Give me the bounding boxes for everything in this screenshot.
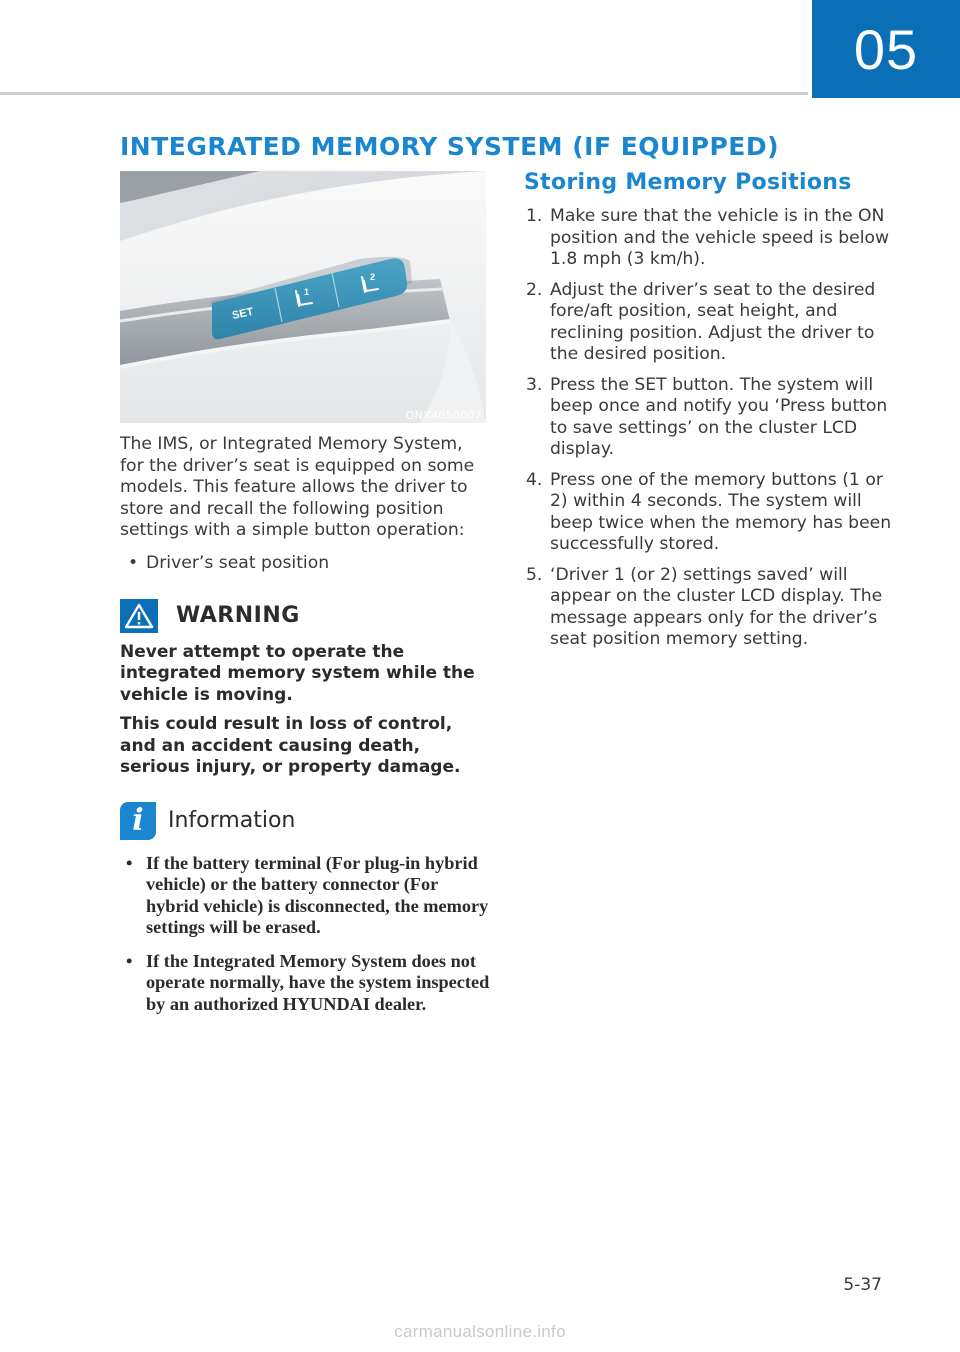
bullet: • [126,950,133,971]
list-item [120,853,490,939]
list-item [524,470,896,556]
step-text: Make sure that the vehicle is in the ON position and the vehicle speed is below 1.8 mph (3 km/h). [550,206,890,269]
page-number: 5-37 [843,1275,882,1295]
list-item [524,280,896,366]
right-column [524,170,896,660]
header-rule [0,92,808,95]
information-header [120,801,490,841]
bullet: • [128,552,139,573]
step-number: 2. [526,279,543,300]
door-panel-photo [120,171,486,423]
step-number: 3. [526,374,543,395]
watermark: carmanualsonline.info [394,1322,566,1341]
storing-heading: Storing Memory Positions [524,170,852,195]
step-number: 4. [526,469,543,490]
left-column [120,434,490,1027]
warning-text: This could result in loss of control, and an accident causing death, serious injury, or property damage. [120,714,461,777]
chapter-tab [812,0,960,98]
feature-text: Driver’s seat position [146,552,330,573]
step-text: ‘Driver 1 (or 2) settings saved’ will appear on the cluster LCD display. The message appears only for the driver’s seat position memory setting. [550,564,883,649]
list-item [120,552,490,574]
bullet: • [126,852,133,873]
warning-label: WARNING [176,603,300,628]
set-button-label: SET [231,305,255,322]
step-number: 5. [526,564,543,585]
door-panel-illustration [120,171,486,423]
list-item [524,565,896,651]
section-title: INTEGRATED MEMORY SYSTEM (IF EQUIPPED) [120,132,780,161]
information-text: If the battery terminal (For plug-in hybrid vehicle) or the battery connector (For hybrid vehicle) is disconnected, the memory settings will be erased. [146,852,489,937]
info-i-icon: i [120,802,156,840]
intro-paragraph: The IMS, or Integrated Memory System, for the driver’s seat is equipped on some models. This feature allows the driver to store and recall the following position settings with a simple button operation: [120,434,475,540]
step-number: 1. [526,206,543,226]
warning-triangle-icon [120,599,158,633]
information-list [120,853,490,1016]
step-text: Press the SET button. The system will beep once and notify you ‘Press button to save settings’ on the cluster LCD display. [550,374,888,459]
step-text: Press one of the memory buttons (1 or 2) within 4 seconds. The system will beep twice when the memory has been successfully stored. [550,469,892,554]
feature-list [120,552,490,574]
information-label: Information [168,808,296,833]
information-text: If the Integrated Memory System does not operate normally, have the system inspected by an authorized HYUNDAI dealer. [146,950,490,1014]
memory-1-label: 1 [304,287,310,297]
chapter-number: 05 [853,17,919,81]
list-item [120,951,490,1016]
warning-header [120,598,490,634]
warning-text: Never attempt to operate the integrated memory system while the vehicle is moving. [120,641,475,705]
list-item [524,375,896,461]
storing-steps [524,206,896,651]
step-text: Adjust the driver’s seat to the desired fore/aft position, seat height, and reclining position. Adjust the driver to the desired position. [550,279,876,364]
list-item [524,206,896,271]
photo-code: ONX4050007 [405,409,482,422]
memory-2-label: 2 [370,272,376,282]
